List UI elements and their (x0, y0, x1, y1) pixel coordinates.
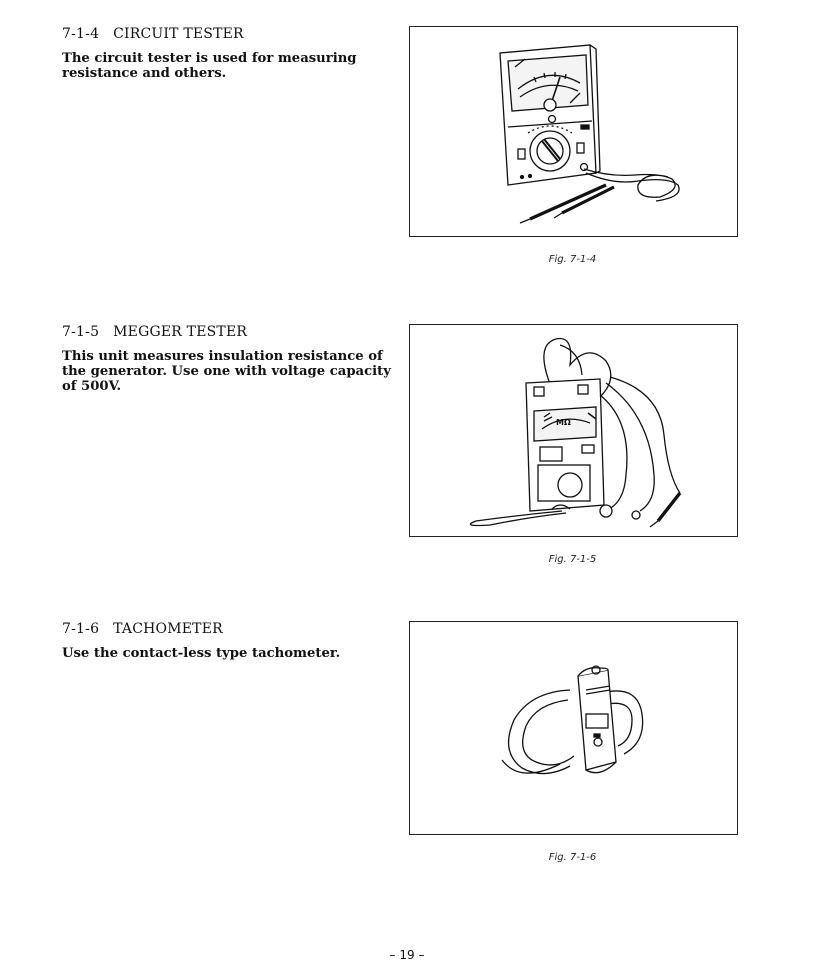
section-tachometer (62, 621, 392, 661)
section-text: The circuit tester is used for measuring resistance and others. (62, 51, 357, 81)
figure-megger-tester (409, 324, 738, 537)
section-number: 7-1-6 (62, 621, 100, 637)
section-heading (62, 621, 392, 637)
figure-caption: Fig. 7-1-4 (548, 254, 597, 265)
circuit-tester-illustration (410, 27, 737, 236)
megger-tester-illustration (410, 325, 737, 536)
figure-tachometer (409, 621, 738, 835)
figure-caption: Fig. 7-1-5 (548, 554, 597, 565)
section-number: 7-1-4 (62, 26, 100, 42)
section-text: Use the contact-less type tachometer. (62, 646, 341, 661)
section-heading (62, 324, 392, 340)
figure-caption: Fig. 7-1-6 (548, 852, 597, 863)
section-number: 7-1-5 (62, 324, 100, 340)
figure-circuit-tester (409, 26, 738, 237)
section-title: CIRCUIT TESTER (113, 26, 244, 42)
section-circuit-tester (62, 26, 392, 81)
page-number: – 19 – (389, 948, 425, 962)
section-megger-tester (62, 324, 392, 394)
section-heading (62, 26, 392, 42)
section-title: MEGGER TESTER (113, 324, 248, 340)
section-text: This unit measures insulation resistance of the generator. Use one with voltage capacity of 500V. (62, 349, 391, 394)
tachometer-illustration (410, 622, 737, 834)
section-title: TACHOMETER (113, 621, 223, 637)
megger-dial-label: MΩ (556, 418, 571, 427)
